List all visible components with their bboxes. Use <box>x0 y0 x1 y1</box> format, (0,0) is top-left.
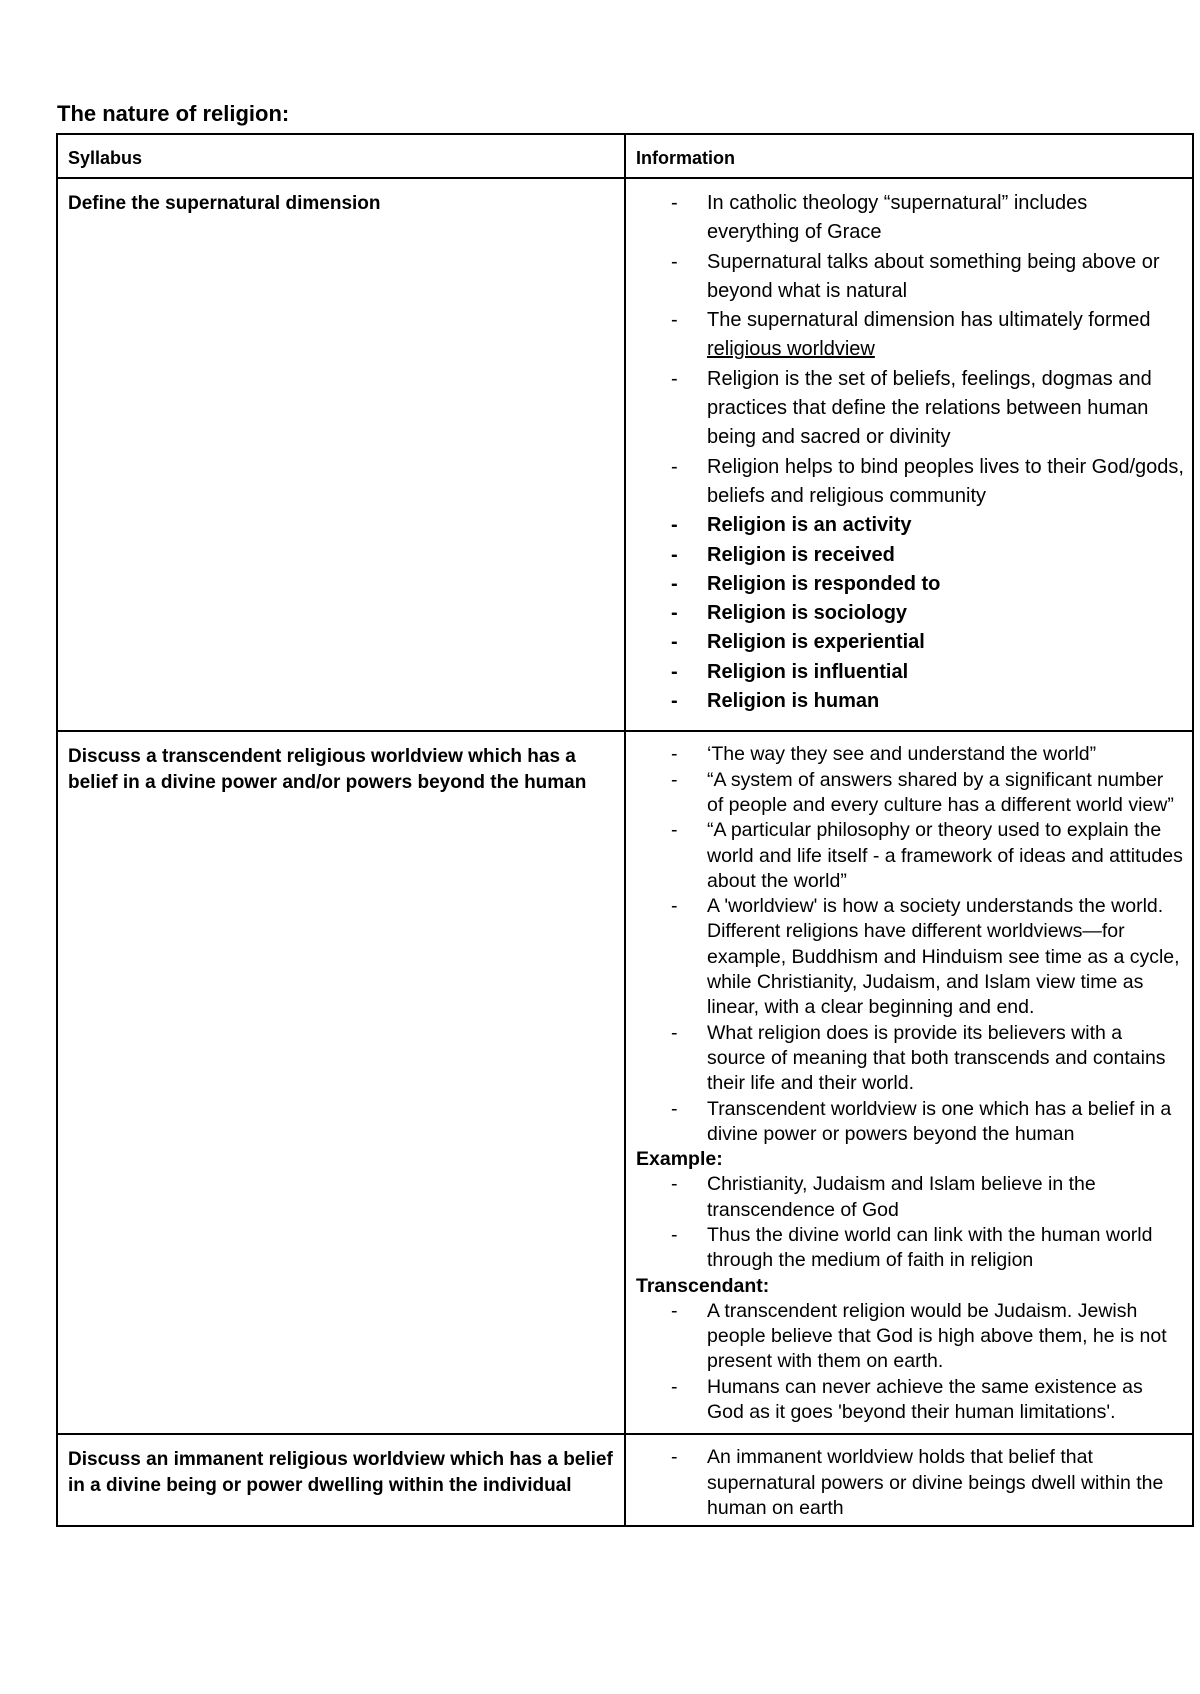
header-syllabus: Syllabus <box>57 134 625 178</box>
list-item: - ‘The way they see and understand the world” <box>671 743 1097 766</box>
list-item: - In catholic theology “supernatural” includes everything of Grace <box>671 192 1088 244</box>
example-heading: Example: <box>636 1148 723 1171</box>
list-item: - The supernatural dimension has ultimately formed religious worldview <box>671 309 1151 361</box>
information-list <box>626 1445 1192 1521</box>
table-row <box>57 178 1193 731</box>
underlined-term: religious worldview <box>707 338 875 361</box>
list-item: - Religion helps to bind peoples lives to their God/gods, beliefs and religious community <box>671 455 1184 507</box>
header-information: Information <box>625 134 1193 178</box>
list-item: - An immanent worldview holds that belief that supernatural powers or divine beings dwell within the human on earth <box>671 1446 1164 1519</box>
transcendant-list <box>626 1299 1192 1425</box>
example-list <box>626 1172 1192 1273</box>
transcendant-heading: Transcendant: <box>636 1274 770 1297</box>
syllabus-table <box>56 133 1194 1527</box>
list-item-bold: - Religion is received <box>671 543 895 566</box>
list-item: - “A particular philosophy or theory used to explain the world and life itself - a framework of ideas and attitudes about the world” <box>671 819 1183 892</box>
list-item: - “A system of answers shared by a significant number of people and every culture has a different world view” <box>671 768 1174 816</box>
information-list <box>626 742 1192 1147</box>
syllabus-text: Define the supernatural dimension <box>68 193 381 214</box>
list-item: - What religion does is provide its believers with a source of meaning that both transcends and contains their life and their world. <box>671 1021 1166 1095</box>
page-title: The nature of religion: <box>57 101 290 126</box>
list-item: - Humans can never achieve the same existence as God as it goes 'beyond their human limitations'. <box>671 1375 1143 1424</box>
table-row <box>57 731 1193 1434</box>
syllabus-cell <box>57 178 625 731</box>
list-item-bold: - Religion is experiential <box>671 631 925 654</box>
list-item: - Religion is the set of beliefs, feelings, dogmas and practices that define the relations between human being and sacred or divinity <box>671 367 1152 449</box>
list-item: - Supernatural talks about something being above or beyond what is natural <box>671 250 1160 302</box>
information-list <box>626 189 1192 716</box>
table-header-row <box>57 134 1193 178</box>
list-item: - Thus the divine world can link with the human world through the medium of faith in religion <box>671 1223 1153 1272</box>
list-item: - A 'worldview' is how a society understands the world. Different religions have different worldviews—for example, Buddhism and Hinduism see time as a cycle, while Christianity, Judaism, and Islam view time as linear, with a clear beginning and end. <box>671 895 1180 1019</box>
information-cell <box>625 178 1193 731</box>
syllabus-cell <box>57 731 625 1434</box>
syllabus-text: Discuss a transcendent religious worldview which has a belief in a divine power and/or powers beyond the human <box>68 746 587 794</box>
list-item: - A transcendent religion would be Judaism. Jewish people believe that God is high above them, he is not present with them on earth. <box>671 1299 1167 1373</box>
syllabus-cell <box>57 1434 625 1526</box>
list-item-bold: - Religion is an activity <box>671 514 912 537</box>
list-item-bold: - Religion is human <box>671 690 880 713</box>
table-row <box>57 1434 1193 1526</box>
list-item: - Christianity, Judaism and Islam believe in the transcendence of God <box>671 1173 1096 1221</box>
list-item: - Transcendent worldview is one which has a belief in a divine power or powers beyond the human <box>671 1097 1172 1145</box>
information-cell <box>625 731 1193 1434</box>
syllabus-text: Discuss an immanent religious worldview which has a belief in a divine being or power dwelling within the individual <box>68 1449 613 1497</box>
list-item-bold: - Religion is responded to <box>671 572 941 595</box>
information-cell <box>625 1434 1193 1526</box>
list-item-bold: - Religion is influential <box>671 660 909 683</box>
list-item-bold: - Religion is sociology <box>671 602 908 625</box>
